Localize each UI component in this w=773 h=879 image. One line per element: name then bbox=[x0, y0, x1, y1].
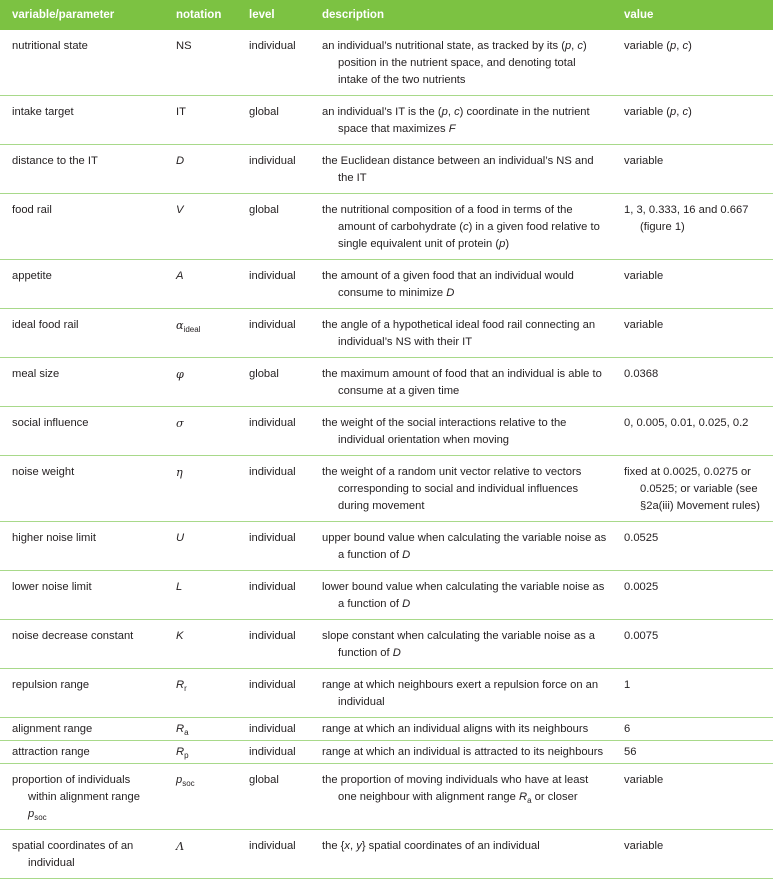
cell-level: individual bbox=[237, 407, 310, 456]
cell-variable: distance to the IT bbox=[0, 145, 164, 194]
cell-variable: meal size bbox=[0, 358, 164, 407]
cell-notation: σ bbox=[164, 407, 237, 456]
cell-variable: lower noise limit bbox=[0, 571, 164, 620]
cell-level: individual bbox=[237, 522, 310, 571]
cell-description: range at which an individual is attracted to its neighbours bbox=[310, 741, 612, 764]
cell-variable: alignment range bbox=[0, 718, 164, 741]
table-row bbox=[0, 358, 773, 407]
cell-description: the {x, y} spatial coordinates of an individual bbox=[310, 830, 612, 879]
table-header bbox=[0, 0, 773, 30]
cell-notation: Λ bbox=[164, 830, 237, 879]
cell-notation: $R_p$ bbox=[164, 741, 237, 764]
table-row bbox=[0, 260, 773, 309]
cell-notation: $p_{soc}$ bbox=[164, 764, 237, 830]
cell-variable: proportion of individuals within alignment range $p_{soc}$ bbox=[0, 764, 164, 830]
cell-value: variable bbox=[612, 260, 773, 309]
table-row bbox=[0, 96, 773, 145]
cell-description: upper bound value when calculating the variable noise as a function of D bbox=[310, 522, 612, 571]
table-row bbox=[0, 309, 773, 358]
cell-description: an individual’s nutritional state, as tracked by its (p, c) position in the nutrient space, and denoting total intake of the two nutrients bbox=[310, 30, 612, 96]
table-row bbox=[0, 571, 773, 620]
cell-notation: K bbox=[164, 620, 237, 669]
cell-notation: L bbox=[164, 571, 237, 620]
cell-value: 1 bbox=[612, 669, 773, 718]
cell-value: variable bbox=[612, 145, 773, 194]
cell-level: individual bbox=[237, 718, 310, 741]
cell-description: the weight of the social interactions relative to the individual orientation when moving bbox=[310, 407, 612, 456]
header-description: description bbox=[310, 0, 612, 30]
cell-variable: repulsion range bbox=[0, 669, 164, 718]
table-body bbox=[0, 30, 773, 879]
table-row bbox=[0, 456, 773, 522]
cell-description: range at which neighbours exert a repulsion force on an individual bbox=[310, 669, 612, 718]
cell-value: variable bbox=[612, 830, 773, 879]
cell-value: 0.0025 bbox=[612, 571, 773, 620]
cell-description: the nutritional composition of a food in terms of the amount of carbohydrate (c) in a given food relative to single equivalent unit of protein (p) bbox=[310, 194, 612, 260]
cell-variable: appetite bbox=[0, 260, 164, 309]
cell-value: variable (p, c) bbox=[612, 30, 773, 96]
cell-description: the Euclidean distance between an individual’s NS and the IT bbox=[310, 145, 612, 194]
cell-notation: V bbox=[164, 194, 237, 260]
cell-notation: IT bbox=[164, 96, 237, 145]
cell-notation: A bbox=[164, 260, 237, 309]
header-level: level bbox=[237, 0, 310, 30]
cell-description: the weight of a random unit vector relative to vectors corresponding to social and individual influences during movement bbox=[310, 456, 612, 522]
cell-level: individual bbox=[237, 145, 310, 194]
cell-value: 0.0368 bbox=[612, 358, 773, 407]
cell-description: the amount of a given food that an individual would consume to minimize D bbox=[310, 260, 612, 309]
cell-variable: social influence bbox=[0, 407, 164, 456]
cell-variable: attraction range bbox=[0, 741, 164, 764]
cell-description: the proportion of moving individuals who have at least one neighbour with alignment range $R_a$ or closer bbox=[310, 764, 612, 830]
cell-description: range at which an individual aligns with its neighbours bbox=[310, 718, 612, 741]
cell-variable: nutritional state bbox=[0, 30, 164, 96]
cell-notation: η bbox=[164, 456, 237, 522]
cell-value: 0.0075 bbox=[612, 620, 773, 669]
cell-description: an individual’s IT is the (p, c) coordinate in the nutrient space that maximizes F bbox=[310, 96, 612, 145]
header-value: value bbox=[612, 0, 773, 30]
table-row bbox=[0, 718, 773, 741]
table-row bbox=[0, 764, 773, 830]
cell-level: individual bbox=[237, 571, 310, 620]
cell-variable: ideal food rail bbox=[0, 309, 164, 358]
table-row bbox=[0, 741, 773, 764]
cell-value: 0.0525 bbox=[612, 522, 773, 571]
cell-level: individual bbox=[237, 669, 310, 718]
cell-value: 0, 0.005, 0.01, 0.025, 0.2 bbox=[612, 407, 773, 456]
cell-level: individual bbox=[237, 309, 310, 358]
header-notation: notation bbox=[164, 0, 237, 30]
cell-value: 6 bbox=[612, 718, 773, 741]
cell-description: slope constant when calculating the variable noise as a function of D bbox=[310, 620, 612, 669]
table-row bbox=[0, 30, 773, 96]
table-row bbox=[0, 145, 773, 194]
cell-description: lower bound value when calculating the variable noise as a function of D bbox=[310, 571, 612, 620]
cell-level: individual bbox=[237, 741, 310, 764]
table-row bbox=[0, 194, 773, 260]
cell-level: global bbox=[237, 358, 310, 407]
cell-variable: spatial coordinates of an individual bbox=[0, 830, 164, 879]
cell-notation: $R_a$ bbox=[164, 718, 237, 741]
cell-level: individual bbox=[237, 260, 310, 309]
cell-value: variable (p, c) bbox=[612, 96, 773, 145]
cell-variable: higher noise limit bbox=[0, 522, 164, 571]
table-row bbox=[0, 407, 773, 456]
header-row bbox=[0, 0, 773, 30]
cell-notation: $\alpha_{ideal}$ bbox=[164, 309, 237, 358]
cell-notation: U bbox=[164, 522, 237, 571]
cell-description: the angle of a hypothetical ideal food rail connecting an individual’s NS with their IT bbox=[310, 309, 612, 358]
cell-notation: NS bbox=[164, 30, 237, 96]
cell-value: 1, 3, 0.333, 16 and 0.667 (figure 1) bbox=[612, 194, 773, 260]
cell-level: individual bbox=[237, 620, 310, 669]
cell-value: 56 bbox=[612, 741, 773, 764]
cell-notation: φ bbox=[164, 358, 237, 407]
cell-notation: $R_r$ bbox=[164, 669, 237, 718]
cell-variable: noise weight bbox=[0, 456, 164, 522]
cell-level: global bbox=[237, 764, 310, 830]
cell-description: the maximum amount of food that an individual is able to consume at a given time bbox=[310, 358, 612, 407]
cell-variable: food rail bbox=[0, 194, 164, 260]
table-row bbox=[0, 620, 773, 669]
table-row bbox=[0, 522, 773, 571]
header-variable: variable/parameter bbox=[0, 0, 164, 30]
cell-level: individual bbox=[237, 30, 310, 96]
table-row bbox=[0, 669, 773, 718]
cell-level: global bbox=[237, 194, 310, 260]
cell-variable: intake target bbox=[0, 96, 164, 145]
cell-variable: noise decrease constant bbox=[0, 620, 164, 669]
cell-level: individual bbox=[237, 830, 310, 879]
cell-value: fixed at 0.0025, 0.0275 or 0.0525; or variable (see §2a(iii) Movement rules) bbox=[612, 456, 773, 522]
table-row bbox=[0, 830, 773, 879]
cell-notation: D bbox=[164, 145, 237, 194]
cell-level: global bbox=[237, 96, 310, 145]
cell-value: variable bbox=[612, 309, 773, 358]
cell-level: individual bbox=[237, 456, 310, 522]
cell-value: variable bbox=[612, 764, 773, 830]
